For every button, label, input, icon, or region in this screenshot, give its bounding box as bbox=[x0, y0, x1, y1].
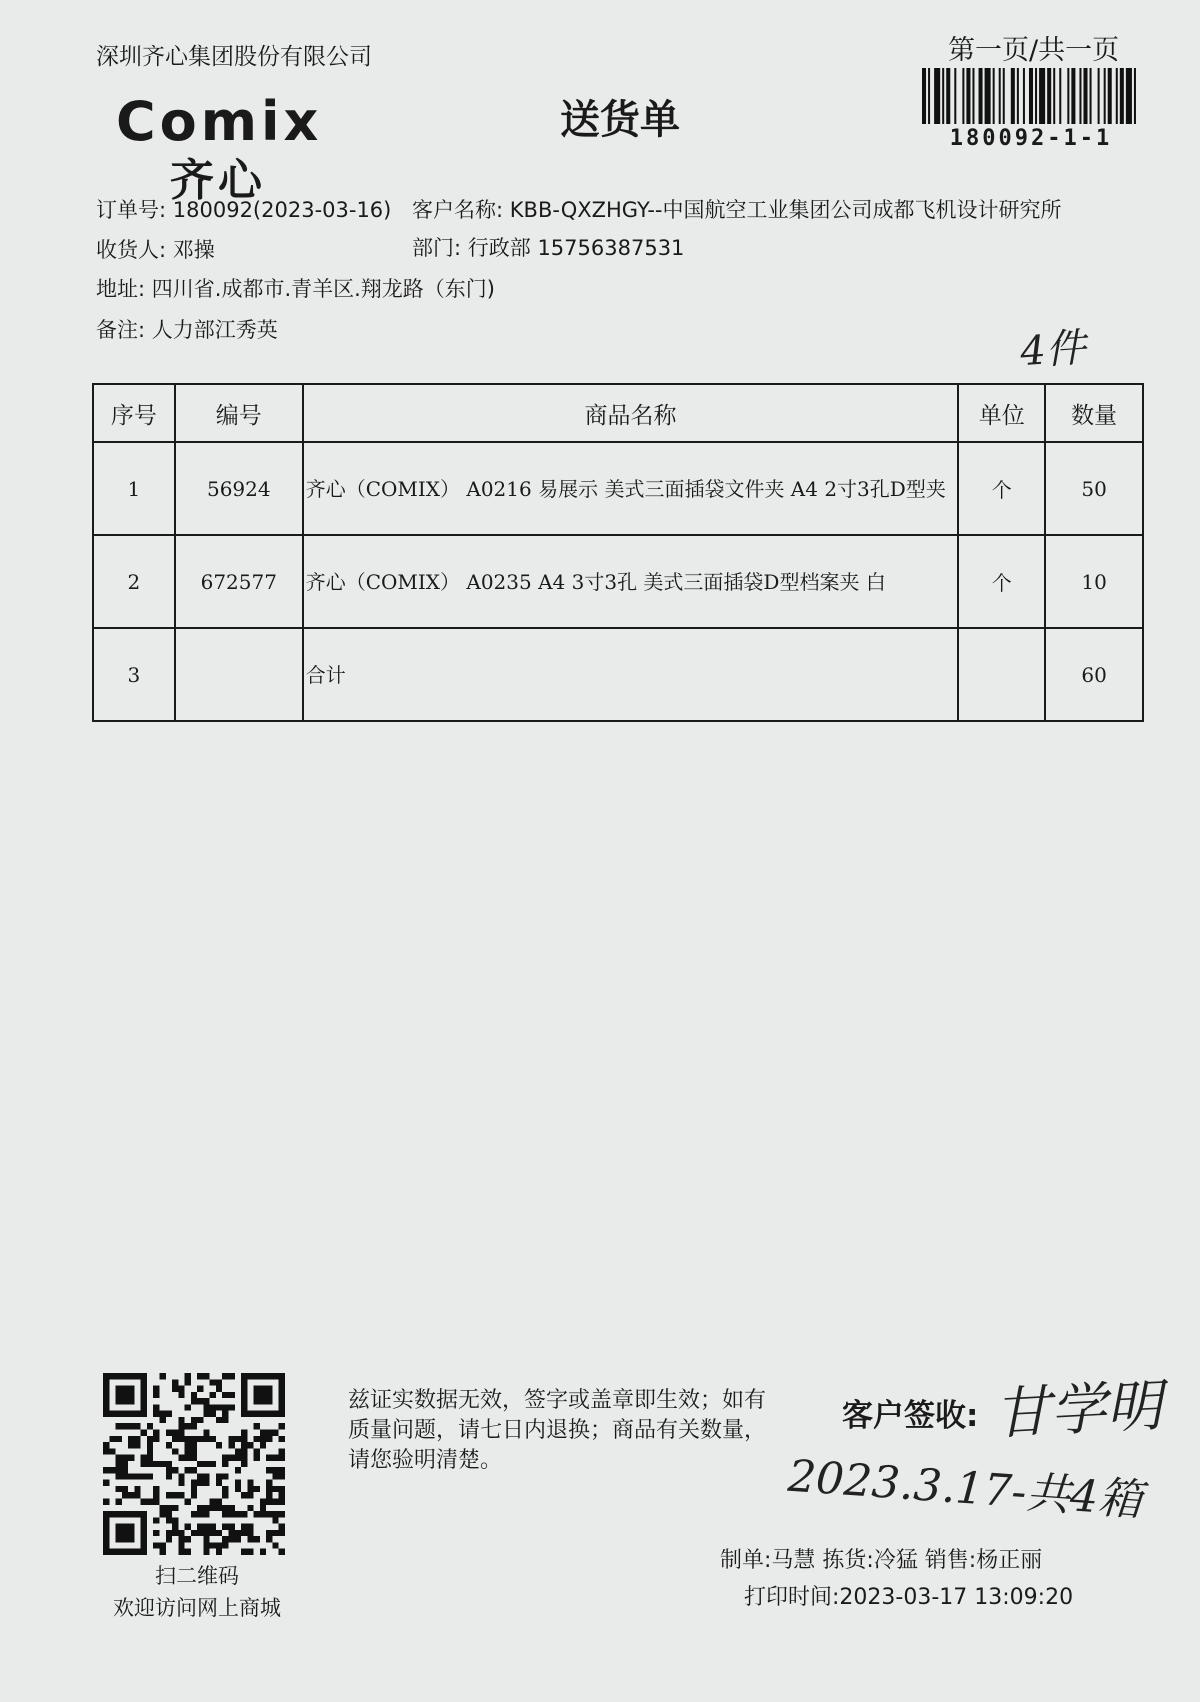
table-row bbox=[93, 535, 1143, 628]
cell-product-name: 齐心（COMIX） A0235 A4 3寸3孔 美式三面插袋D型档案夹 白 bbox=[303, 535, 959, 628]
cell-seq: 2 bbox=[93, 535, 175, 628]
header-unit: 单位 bbox=[958, 384, 1045, 442]
header-seq: 序号 bbox=[93, 384, 175, 442]
comix-logo bbox=[116, 92, 350, 150]
cell-code: 56924 bbox=[175, 442, 303, 535]
cell-product-name: 合计 bbox=[303, 628, 959, 721]
remark-value: 人力部江秀英 bbox=[151, 318, 278, 342]
cell-code bbox=[175, 628, 303, 721]
company-name: 深圳齐心集团股份有限公司 bbox=[96, 44, 372, 70]
cell-quantity: 10 bbox=[1045, 535, 1143, 628]
barcode bbox=[922, 68, 1140, 124]
header-quantity: 数量 bbox=[1045, 384, 1143, 442]
staff-info: 制单:马慧 拣货:冷猛 销售:杨正丽 bbox=[720, 1548, 1043, 1573]
customer-label: 客户名称: bbox=[412, 198, 504, 222]
qr-caption bbox=[92, 1560, 302, 1624]
order-value: 180092(2023-03-16) bbox=[172, 198, 392, 222]
address-field bbox=[96, 273, 495, 303]
handwritten-date-note: 2023.3.17-共4箱 bbox=[786, 1450, 1144, 1527]
department-field bbox=[412, 232, 684, 262]
table-row bbox=[93, 442, 1143, 535]
cell-quantity: 50 bbox=[1045, 442, 1143, 535]
print-time: 打印时间:2023-03-17 13:09:20 bbox=[744, 1585, 1074, 1610]
qr-caption-line-2: 欢迎访问网上商城 bbox=[113, 1596, 281, 1620]
header-product-name: 商品名称 bbox=[303, 384, 959, 442]
cell-unit: 个 bbox=[958, 442, 1045, 535]
qr-caption-line-1: 扫二维码 bbox=[155, 1564, 239, 1588]
svg-text:Comix: Comix bbox=[116, 92, 323, 150]
remark-label: 备注: bbox=[96, 318, 146, 342]
cell-code: 672577 bbox=[175, 535, 303, 628]
table-header-row bbox=[93, 384, 1143, 442]
cell-seq: 3 bbox=[93, 628, 175, 721]
customer-field bbox=[412, 194, 1062, 224]
cell-quantity: 60 bbox=[1045, 628, 1143, 721]
receiver-value: 邓操 bbox=[172, 238, 215, 262]
qr-code bbox=[103, 1373, 285, 1555]
receiver-label: 收货人: bbox=[96, 238, 167, 262]
order-label: 订单号: bbox=[96, 198, 167, 222]
handwritten-note: 4件 bbox=[1018, 324, 1088, 376]
cell-unit: 个 bbox=[958, 535, 1045, 628]
header-code: 编号 bbox=[175, 384, 303, 442]
customer-signature-label: 客户签收: bbox=[842, 1398, 979, 1434]
document-title: 送货单 bbox=[560, 97, 680, 143]
handwritten-signature: 甘学明 bbox=[992, 1373, 1164, 1448]
table-row-total bbox=[93, 628, 1143, 721]
receiver-field bbox=[96, 234, 215, 264]
notice-text: 兹证实数据无效，签字或盖章即生效；如有质量问题，请七日内退换；商品有关数量，请您验明清楚。 bbox=[348, 1388, 767, 1473]
dept-value: 行政部 15756387531 bbox=[467, 236, 685, 260]
barcode-number: 180092-1-1 bbox=[949, 126, 1113, 151]
cell-product-name: 齐心（COMIX） A0216 易展示 美式三面插袋文件夹 A4 2寸3孔D型夹 bbox=[303, 442, 959, 535]
dept-label: 部门: bbox=[412, 236, 462, 260]
customer-value: KBB-QXZHGY--中国航空工业集团公司成都飞机设计研究所 bbox=[509, 198, 1062, 222]
cell-seq: 1 bbox=[93, 442, 175, 535]
page-info: 第一页/共一页 bbox=[948, 35, 1120, 66]
address-value: 四川省.成都市.青羊区.翔龙路（东门) bbox=[151, 277, 495, 301]
logo-chinese-text: 齐心 bbox=[170, 155, 266, 206]
remark-field bbox=[96, 314, 278, 344]
order-number-field bbox=[96, 194, 391, 224]
address-label: 地址: bbox=[96, 277, 146, 301]
cell-unit bbox=[958, 628, 1045, 721]
items-table bbox=[92, 383, 1144, 722]
